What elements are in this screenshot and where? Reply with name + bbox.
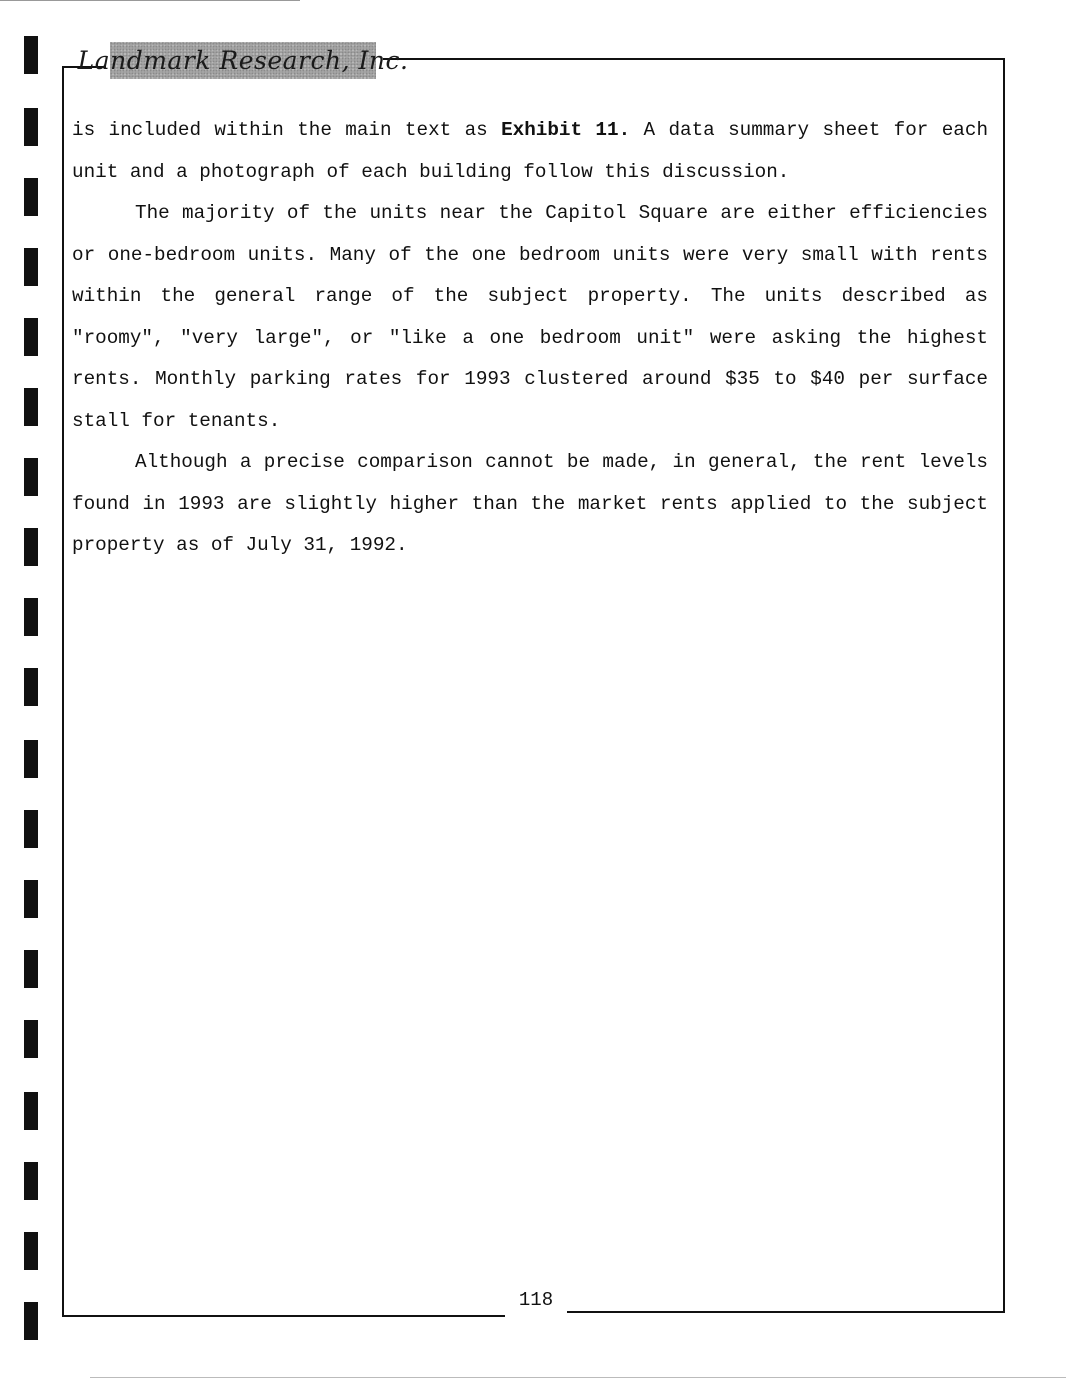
- binder-mark: [24, 950, 38, 988]
- binder-mark: [24, 458, 38, 496]
- paragraph-text: A data summary sheet for each unit and a photograph of each building follow this discussion.: [72, 119, 989, 183]
- exhibit-reference: Exhibit 11.: [501, 119, 631, 141]
- paragraph: The majority of the units near the Capitol Square are either efficiencies or one-bedroom units. Many of the one bedroom units were very small with rents within the general range of the subject property. The units described as "roomy", "very large", or "like a one bedroom unit" were asking the highest rents. Monthly parking rates for 1993 clustered around $35 to $40 per surface stall for tenants.: [72, 202, 988, 432]
- frame-border-left: [62, 66, 64, 1317]
- paragraph: [72, 110, 988, 193]
- paragraph: Although a precise comparison cannot be made, in general, the rent levels found in 1993 are slightly higher than the market rents applied to the subject property as of July 31, 1992.: [72, 451, 988, 556]
- company-logo: [77, 42, 409, 79]
- frame-border-right: [1003, 58, 1005, 1313]
- bottom-edge-line: [90, 1377, 1066, 1378]
- binder-mark: [24, 528, 38, 566]
- binder-mark: [24, 178, 38, 216]
- document-body: [72, 110, 988, 567]
- binder-mark: [24, 1162, 38, 1200]
- binder-mark: [24, 740, 38, 778]
- binder-mark: [24, 248, 38, 286]
- binder-mark: [24, 318, 38, 356]
- binder-mark: [24, 108, 38, 146]
- binder-mark: [24, 880, 38, 918]
- binder-mark: [24, 1302, 38, 1340]
- binder-mark: [24, 388, 38, 426]
- top-edge-line: [0, 0, 300, 1]
- binder-mark: [24, 668, 38, 706]
- frame-border-bottom-right: [567, 1311, 1005, 1313]
- frame-border-bottom-left: [62, 1315, 505, 1317]
- binder-mark: [24, 810, 38, 848]
- binder-mark: [24, 598, 38, 636]
- binder-mark: [24, 1232, 38, 1270]
- paragraph-text: is included within the main text as: [72, 119, 502, 141]
- binder-mark: [24, 36, 38, 74]
- binder-mark: [24, 1092, 38, 1130]
- page-number: 118: [518, 1289, 554, 1311]
- binder-mark: [24, 1020, 38, 1058]
- frame-border-top-right: [383, 58, 1005, 60]
- logo-text: Landmark Research, Inc.: [77, 46, 409, 75]
